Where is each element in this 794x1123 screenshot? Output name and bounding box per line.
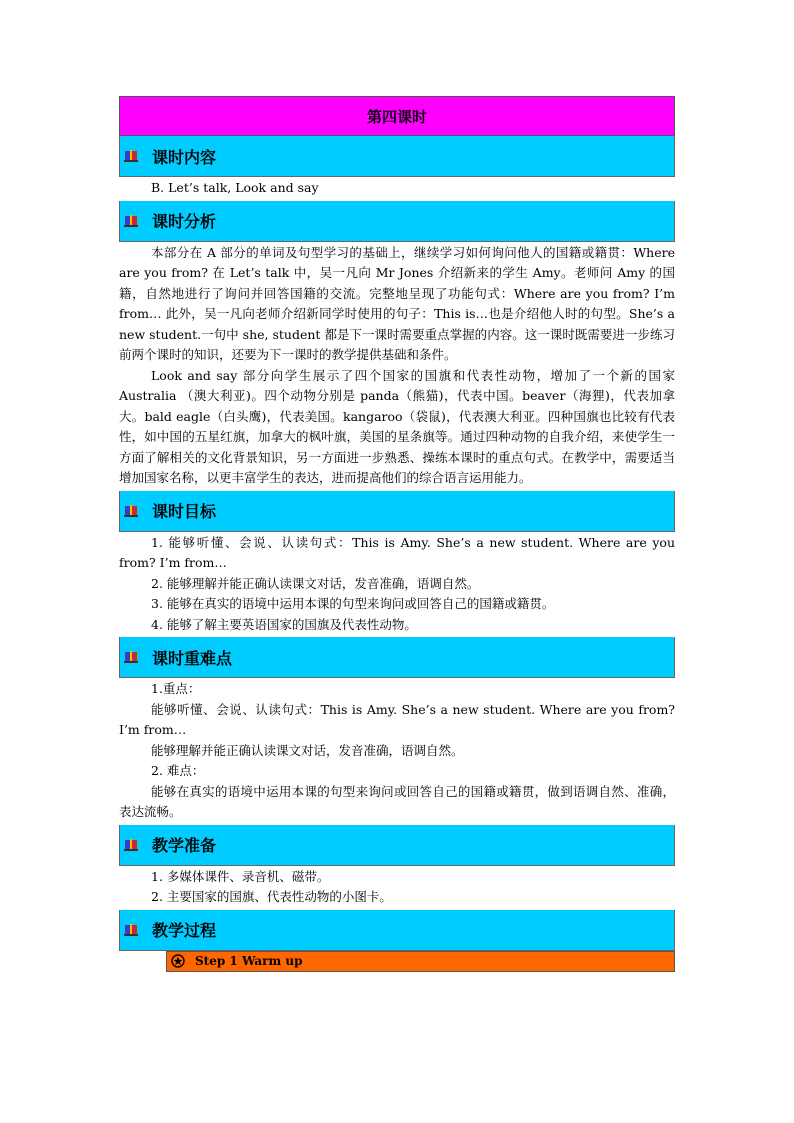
book-icon (124, 149, 138, 163)
goal-item: 1. 能够听懂、会说、认读句式：This is Amy. She’s a new student. Where are you from? I’m from… (119, 534, 675, 570)
key-line: 能够听懂、会说、认读句式：This is Amy. She’s a new student. Where are you from? I’m from… (119, 701, 675, 737)
book-icon (124, 838, 138, 852)
analysis-paragraph: Look and say 部分向学生展示了四个国家的国旗和代表性动物，增加了一个新的国家 Australia （澳大利亚)。四个动物分别是 panda（熊猫)，代表中国。beaver（海狸)，代表加拿大。bald eagle（白头鹰)，代表美国。kangaroo（袋鼠)，代表澳大利亚。四种国旗也比较有代表性，如中国的五星红旗，加拿大的枫叶旗，美国的星条旗等。通过四种动物的自我介绍，来使学生一方面了解相关的文化背景知识，另一方面进一步熟悉、操练本课时的重点句式。在教学中，需要适当增加国家名称，以更丰富学生的表达，进而提高他们的综合语言运用能力。 (119, 367, 675, 485)
section-header-prep: 教学准备 (119, 825, 675, 866)
section-header-goals: 课时目标 (119, 491, 675, 532)
key-line: 能够理解并能正确认读课文对话，发音准确，语调自然。 (151, 742, 464, 758)
lesson-plan (119, 96, 675, 972)
star-circle-icon (171, 954, 185, 968)
section-body-analysis (119, 242, 675, 491)
section-body-content: B. Let’s talk, Look and say (151, 180, 319, 195)
section-body-prep (119, 866, 675, 910)
section-header-analysis: 课时分析 (119, 201, 675, 242)
prep-item: 1. 多媒体课件、录音机、磁带。 (151, 868, 330, 884)
book-icon (124, 650, 138, 664)
goal-item: 2. 能够理解并能正确认读课文对话，发音准确，语调自然。 (151, 575, 480, 591)
book-icon (124, 214, 138, 228)
book-icon (124, 504, 138, 518)
key-label: 1.重点： (151, 681, 201, 696)
prep-item: 2. 主要国家的国旗、代表性动物的小图卡。 (151, 889, 392, 904)
section-body-goals (119, 532, 675, 638)
section-header-process: 教学过程 (119, 910, 675, 951)
lesson-title: 第四课时 (119, 96, 675, 136)
goal-item: 3. 能够在真实的语境中运用本课的句型来询问或回答自己的国籍或籍贯。 (151, 596, 555, 611)
section-header-keypoints: 课时重难点 (119, 637, 675, 678)
difficulty-label: 2. 难点： (151, 763, 205, 778)
goal-item: 4. 能够了解主要英语国家的国旗及代表性动物。 (151, 616, 417, 632)
section-header-content: 课时内容 (119, 136, 675, 177)
analysis-paragraph: 本部分在 A 部分的单词及句型学习的基础上，继续学习如何询问他人的国籍或籍贯：Where are you from? 在 Let’s talk 中，吴一凡向 Mr Jones 介绍新来的学生 Amy。老师问 Amy 的国籍，自然地进行了询问并回答国籍的交流。完整地呈现了功能句式：Where are you from? I’m from… 此外，吴一凡向老师介绍新同学时使用的句子：This is…也是介绍他人时的句型。She’s a new student.一句中 she, student 都是下一课时需要重点掌握的内容。这一课时既需要进一步练习前两个课时的知识，还要为下一课时的教学提供基础和条件。 (119, 244, 675, 362)
book-icon (124, 923, 138, 937)
section-body-keypoints (119, 678, 675, 825)
step-header: Step 1 Warm up (166, 951, 675, 972)
difficulty-line: 能够在真实的语境中运用本课的句型来询问或回答自己的国籍或籍贯，做到语调自然、准确，表达流畅。 (119, 783, 675, 819)
